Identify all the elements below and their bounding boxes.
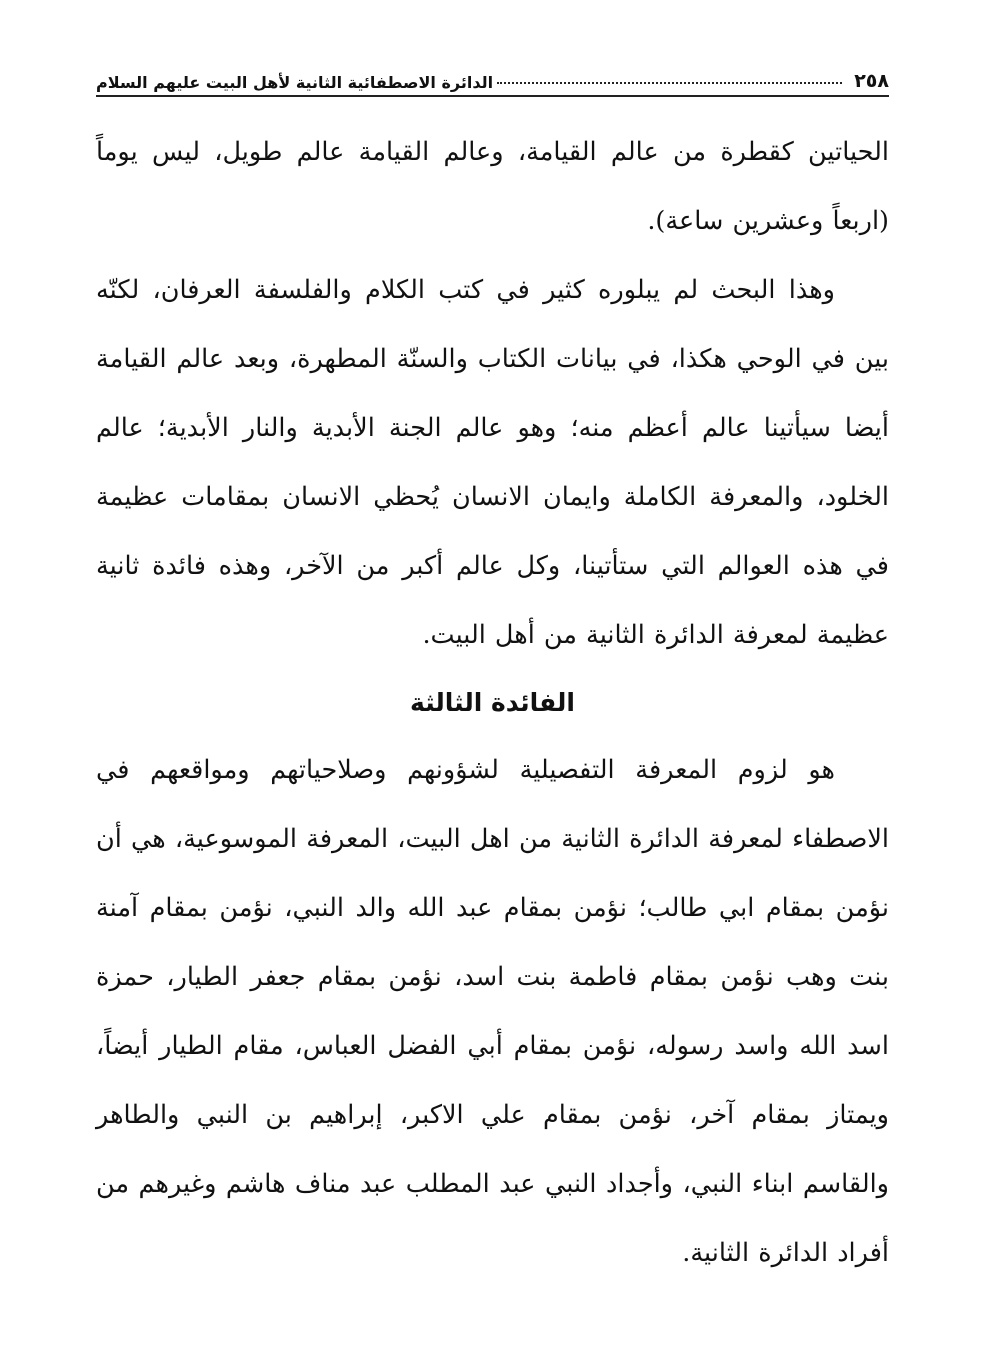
section-heading: الفائدة الثالثة <box>410 688 575 717</box>
page-body <box>96 118 889 1288</box>
paragraph-1: الحياتين كقطرة من عالم القيامة، وعالم القيامة عالم طويل، ليس يوماً (اربعاً وعشرين ساعة). <box>96 137 889 236</box>
header-divider <box>96 95 889 97</box>
running-header <box>96 52 889 92</box>
running-header-title: الدائرة الاصطفائية الثانية لأهل البيت عليهم السلام <box>96 73 494 92</box>
header-dot-leader <box>497 81 842 84</box>
page-number: ٢٥٨ <box>854 70 889 92</box>
paragraph-3: هو لزوم المعرفة التفصيلية لشؤونهم وصلاحياتهم ومواقعهم في الاصطفاء لمعرفة الدائرة الثانية من اهل البيت، المعرفة الموسوعية، هي أن نؤمن بمقام ابي طالب؛ نؤمن بمقام عبد الله والد النبي، نؤمن بمقام آمنة بنت وهب نؤمن بمقام فاطمة بنت اسد، نؤمن بمقام جعفر الطيار، حمزة اسد الله واسد رسوله، نؤمن بمقام أبي الفضل العباس، مقام الطيار أيضاً، ويمتاز بمقام آخر، نؤمن بمقام علي الاكبر، إبراهيم بن النبي والطاهر والقاسم ابناء النبي، وأجداد النبي عبد المطلب عبد مناف هاشم وغيرهم من أفراد الدائرة الثانية. <box>96 755 889 1268</box>
paragraph-2: وهذا البحث لم يبلوره كثير في كتب الكلام والفلسفة العرفان، لكنّه بين في الوحي هكذا، في بيانات الكتاب والسنّة المطهرة، وبعد عالم القيامة أيضا سيأتينا عالم أعظم منه؛ وهو عالم الجنة الأبدية والنار الأبدية؛ عالم الخلود، والمعرفة الكاملة وايمان الانسان يُحظي الانسان بمقامات عظيمة في هذه العوالم التي ستأتينا، وكل عالم أكبر من الآخر، وهذه فائدة ثانية عظيمة لمعرفة الدائرة الثانية من أهل البيت. <box>96 275 889 650</box>
